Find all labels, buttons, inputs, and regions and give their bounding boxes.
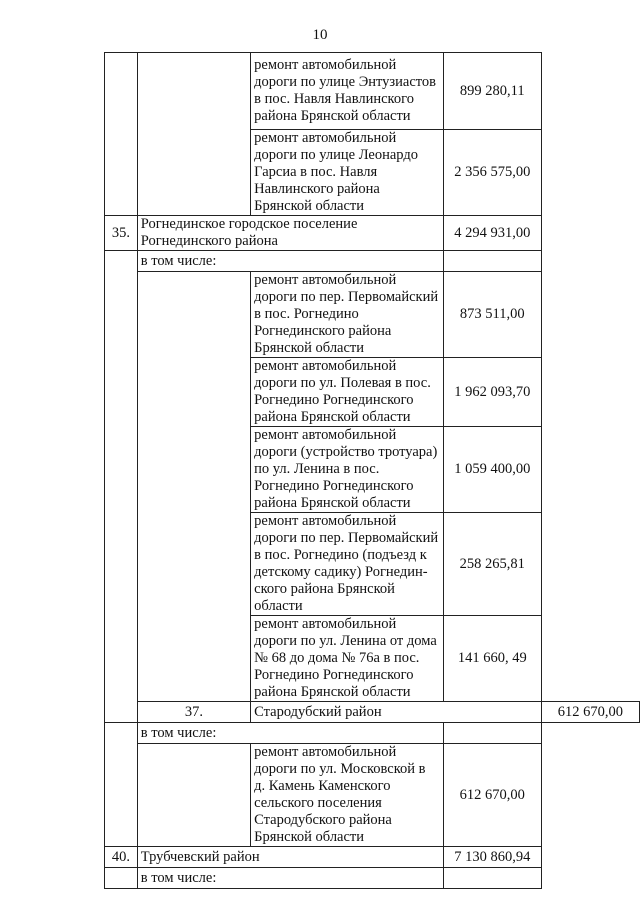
row-number-cell — [105, 868, 138, 889]
table-row — [105, 53, 640, 130]
district-name: Рогнединское городское поселение Рогнединского района — [140, 216, 358, 249]
amount-cell — [443, 616, 541, 702]
amount-text: 141 660, 49 — [457, 650, 527, 666]
amount-cell — [443, 216, 541, 251]
amount-cell — [443, 53, 541, 130]
amount-text: 7 130 860,94 — [454, 848, 531, 865]
amount-cell — [443, 744, 541, 847]
table-row — [105, 216, 640, 251]
table-row — [105, 702, 640, 723]
description-cell — [251, 616, 444, 702]
budget-table — [104, 52, 640, 889]
including-label: в том числе: — [140, 869, 217, 886]
including-label: в том числе: — [140, 252, 217, 269]
amount-cell — [443, 130, 541, 216]
name-cell — [137, 847, 443, 868]
name-cell — [137, 251, 443, 272]
amount-text: 1 962 093,70 — [454, 383, 531, 400]
description-text: ремонт автомобильной дороги (устройство тротуара) по ул. Ленина в пос. Рогнедино Рогнединского района Брянской области — [254, 427, 438, 511]
amount-cell — [443, 868, 541, 889]
table-row — [105, 744, 640, 847]
amount-cell — [443, 847, 541, 868]
table-row — [105, 847, 640, 868]
row-number-cell — [105, 251, 138, 723]
table-row — [105, 723, 640, 744]
name-cell — [137, 868, 443, 889]
amount-cell — [443, 427, 541, 513]
amount-text: 899 280,11 — [459, 82, 525, 99]
description-cell — [251, 358, 444, 427]
description-cell — [251, 513, 444, 616]
row-number: 40. — [111, 848, 130, 865]
description-text: ремонт автомобильной дороги по пер. Первомайский в пос. Рогнедино (подъезд к детскому садику) Рогнедин-ского района Брянской области — [254, 513, 439, 614]
name-cell — [251, 702, 542, 723]
description-text: ремонт автомобильной дороги по улице Энтузиастов в пос. Навля Навлинского района Брянской области — [254, 57, 437, 124]
description-text: ремонт автомобильной дороги по ул. Московской в д. Камень Каменского сельского поселения Стародубского района Брянской области — [254, 744, 426, 845]
row-number: 37. — [184, 703, 204, 720]
description-cell — [251, 427, 444, 513]
description-text: ремонт автомобильной дороги по улице Леонардо Гарсиа в пос. Навля Навлинского района Брянской области — [254, 130, 418, 214]
row-number-cell — [137, 702, 250, 723]
table-row — [105, 272, 640, 358]
description-cell — [251, 130, 444, 216]
name-cell — [137, 723, 443, 744]
amount-text: 612 670,00 — [557, 703, 624, 720]
name-cell — [137, 216, 443, 251]
row-number-cell — [105, 847, 138, 868]
description-text: ремонт автомобильной дороги по ул. Ленина от дома № 68 до дома № 76а в пос. Рогнедино Рогнединского района Брянской области — [254, 616, 437, 700]
row-number-cell — [105, 53, 138, 216]
page-number: 10 — [312, 27, 328, 43]
name-cell — [137, 53, 250, 216]
amount-text: 873 511,00 — [459, 306, 525, 322]
row-number-cell — [105, 723, 138, 847]
description-cell — [251, 744, 444, 847]
description-text: ремонт автомобильной дороги по ул. Полевая в пос. Рогнедино Рогнединского района Брянской области — [254, 358, 431, 425]
district-name: Стародубский район — [254, 703, 382, 720]
amount-text: 1 059 400,00 — [454, 461, 531, 477]
amount-cell — [443, 251, 541, 272]
description-cell — [251, 53, 444, 130]
amount-cell — [443, 272, 541, 358]
amount-cell — [541, 702, 639, 723]
table-row — [105, 251, 640, 272]
description-text: ремонт автомобильной дороги по пер. Первомайский в пос. Рогнедино Рогнединского района Брянской области — [254, 272, 439, 356]
amount-cell — [443, 513, 541, 616]
amount-text: 258 265,81 — [459, 555, 525, 572]
row-number-cell — [105, 216, 138, 251]
description-cell — [251, 272, 444, 358]
amount-text: 4 294 931,00 — [454, 224, 531, 241]
table-row — [105, 868, 640, 889]
district-name: Трубчевский район — [140, 848, 260, 865]
row-number: 35. — [111, 224, 130, 241]
amount-text: 612 670,00 — [459, 786, 525, 803]
amount-text: 2 356 575,00 — [454, 164, 531, 180]
name-cell — [137, 744, 250, 847]
amount-cell — [443, 723, 541, 744]
including-label: в том числе: — [140, 724, 217, 741]
amount-cell — [443, 358, 541, 427]
name-cell — [137, 272, 250, 702]
